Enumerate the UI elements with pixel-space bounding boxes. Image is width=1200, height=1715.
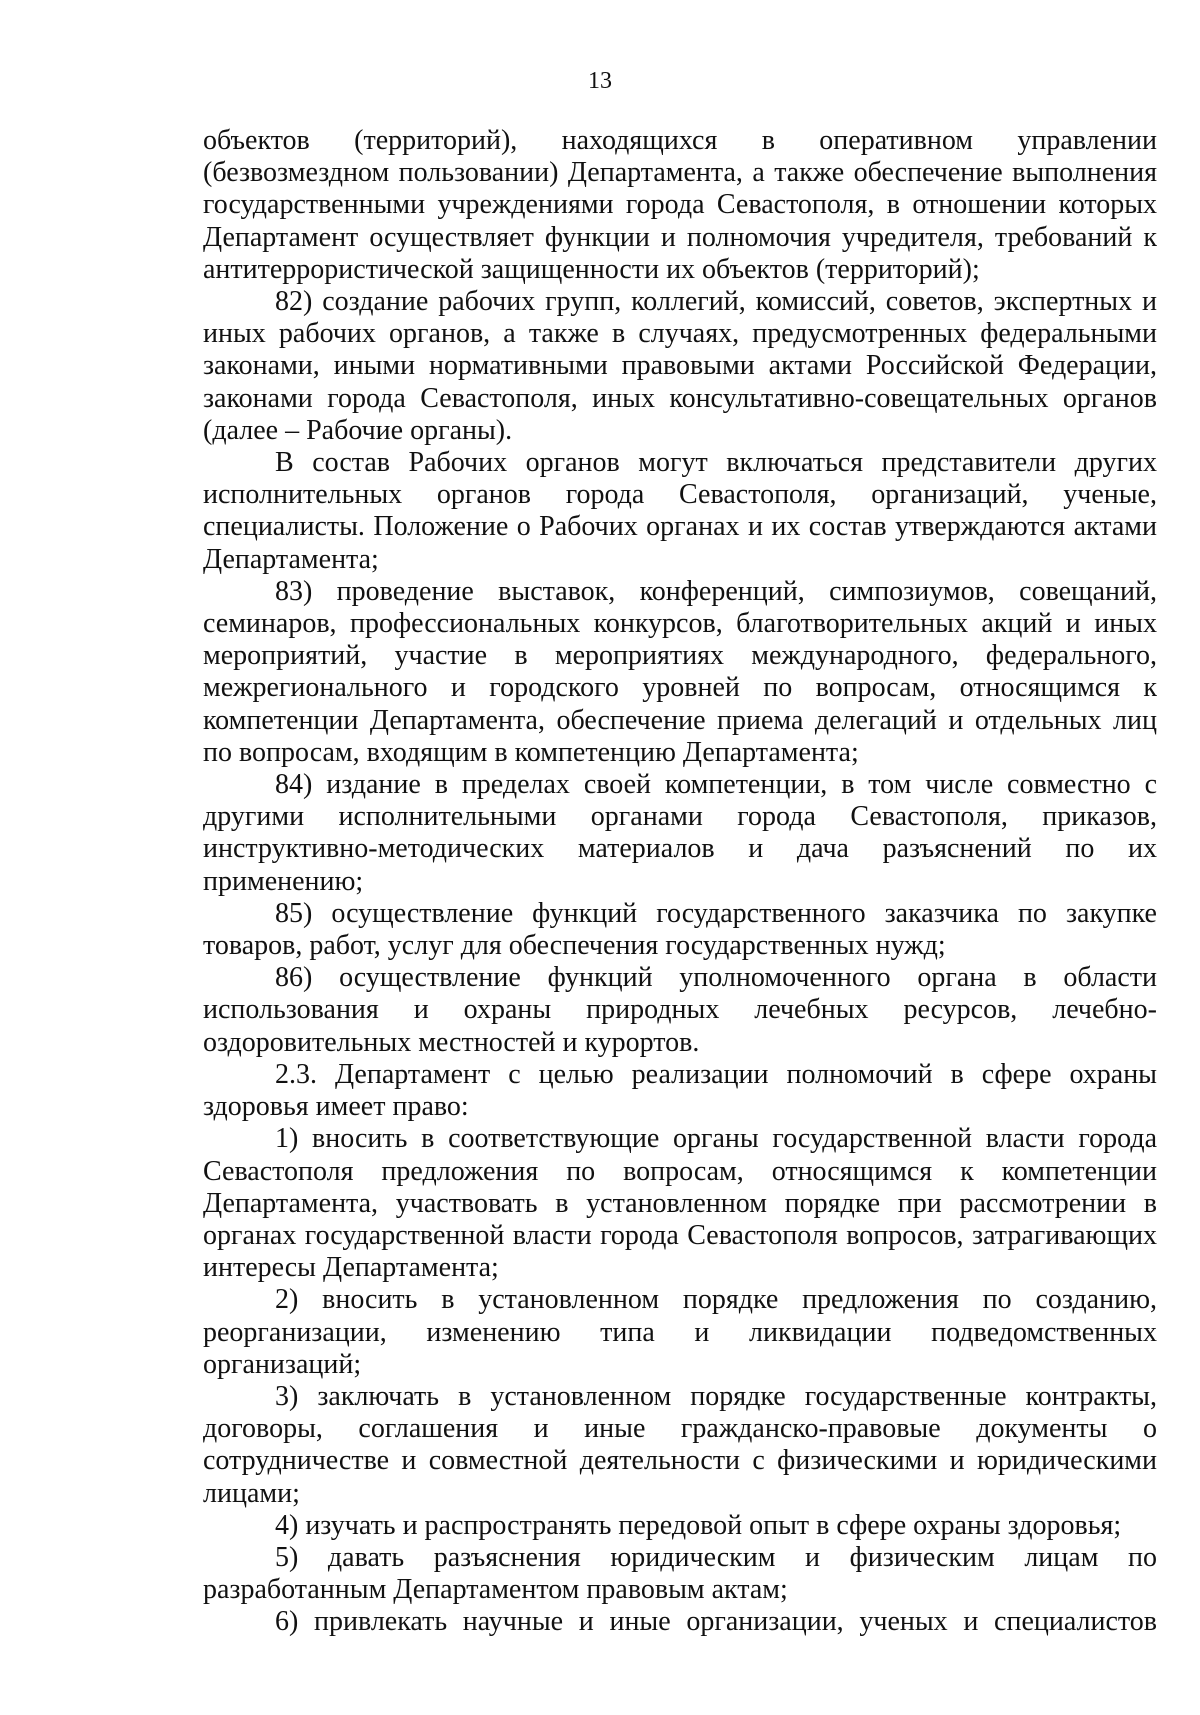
- paragraph-right-2: 2) вносить в установленном порядке предложения по созданию, реорганизации, изменению типа и ликвидации подведомственных организаций;: [203, 1284, 1157, 1380]
- paragraph-right-6: 6) привлекать научные и иные организации, ученых и специалистов: [275, 1606, 1157, 1638]
- paragraph-item-85: 85) осуществление функций государственного заказчика по закупке товаров, работ, услуг для обеспечения государственных нужд;: [203, 897, 1157, 962]
- paragraph-right-5: 5) давать разъяснения юридическим и физическим лицам по разработанным Департаментом правовым актам;: [203, 1541, 1157, 1606]
- paragraph-right-4: 4) изучать и распространять передовой опыт в сфере охраны здоровья;: [275, 1509, 1122, 1541]
- document-body: [203, 125, 1157, 1639]
- paragraph-right-3: 3) заключать в установленном порядке государственные контракты, договоры, соглашения и иные гражданско-правовые документы о сотрудничестве и совместной деятельности с физическими и юридическими лицами;: [203, 1380, 1157, 1509]
- paragraph-section-2-3: 2.3. Департамент с целью реализации полномочий в сфере охраны здоровья имеет право:: [203, 1058, 1157, 1123]
- paragraph-item-84: 84) издание в пределах своей компетенции, в том числе совместно с другими исполнительными органами города Севастополя, приказов, инструктивно-методических материалов и дача разъяснений по их применению;: [203, 769, 1157, 897]
- paragraph-item-86: 86) осуществление функций уполномоченного органа в области использования и охраны природных лечебных ресурсов, лечебно-оздоровительных местностей и курортов.: [203, 962, 1157, 1058]
- paragraph-item-82: 82) создание рабочих групп, коллегий, комиссий, советов, экспертных и иных рабочих органов, а также в случаях, предусмотренных федеральными законами, иными нормативными правовыми актами Российской Федерации, законами города Севастополя, иных консультативно-совещательных органов (далее – Рабочие органы).: [203, 286, 1157, 446]
- paragraph-working-bodies-composition: В состав Рабочих органов могут включаться представители других исполнительных органов города Севастополя, организаций, ученые, специалисты. Положение о Рабочих органах и их состав утверждаются актами Департамента;: [203, 447, 1157, 575]
- paragraph-right-1: 1) вносить в соответствующие органы государственной власти города Севастополя предложения по вопросам, относящимся к компетенции Департамента, участвовать в установленном порядке при рассмотрении в органах государственной власти города Севастополя вопросов, затрагивающих интересы Департамента;: [203, 1123, 1157, 1284]
- paragraph-objects-continuation: объектов (территорий), находящихся в оперативном управлении (безвозмездном пользовании) Департамента, а также обеспечение выполнения государственными учреждениями города Севастополя, в отношении которых Департамент осуществляет функции и полномочия учредителя, требований к антитеррористической защищенности их объектов (территорий);: [203, 125, 1157, 285]
- page-number: 13: [588, 68, 612, 94]
- paragraph-item-83: 83) проведение выставок, конференций, симпозиумов, совещаний, семинаров, профессиональных конкурсов, благотворительных акций и иных мероприятий, участие в мероприятиях международного, федерального, межрегионального и городского уровней по вопросам, относящимся к компетенции Департамента, обеспечение приема делегаций и отдельных лиц по вопросам, входящим в компетенцию Департамента;: [203, 575, 1157, 768]
